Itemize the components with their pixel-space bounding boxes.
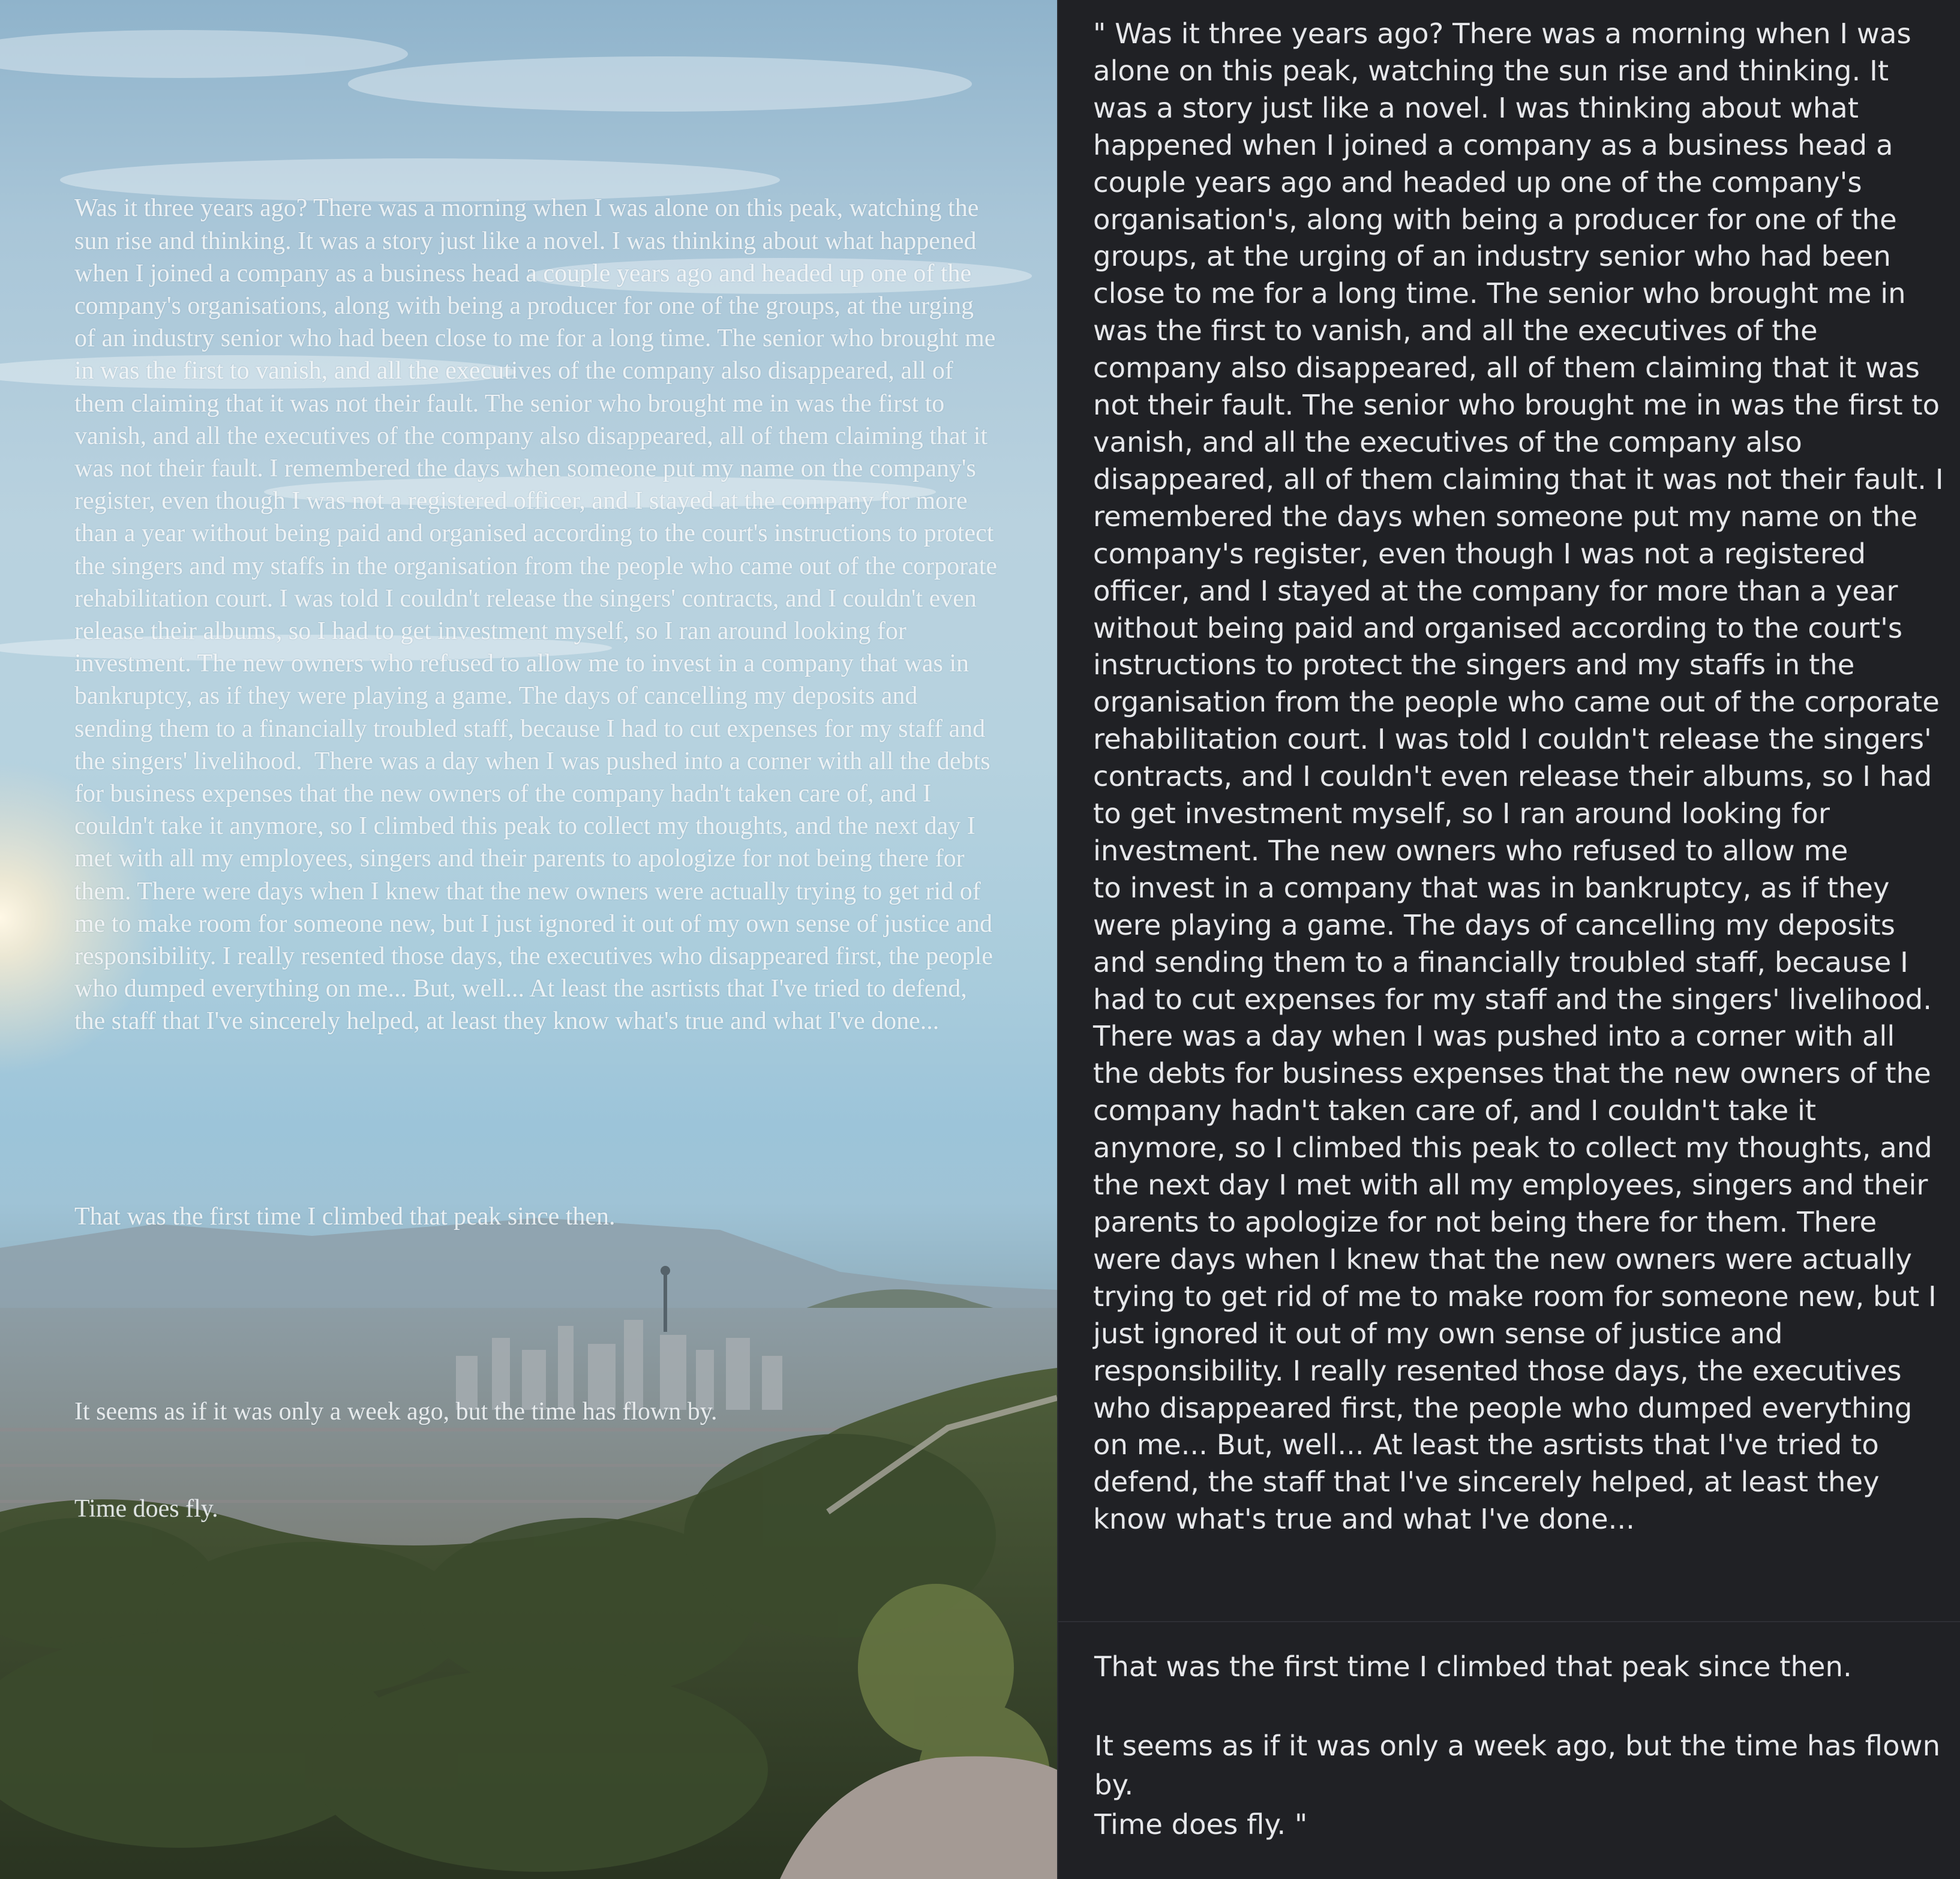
story-overlay-text <box>74 127 1004 1590</box>
transcript-body-text[interactable]: " Was it three years ago? There was a morning when I was alone on this peak, watching the sun rise and thinking. It was a story just like a novel. I was thinking about what happened when I joined a company as a business head a couple years ago and headed up one of the company's organisation's, along with being a producer for one of the groups, at the urging of an industry senior who had been close to me for a long time. The senior who brought me in was the first to vanish, and all the executives of the company also disappeared, all of them claiming that it was not their fault. The senior who brought me in was the first to vanish, and all the executives of the company also disappeared, all of them claiming that it was not their fault. I remembered the days when someone put my name on the company's register, even though I was not a registered officer, and I stayed at the company for more than a year without being paid and organised according to the court's instructions to protect the singers and my staffs in the organisation from the people who came out of the corporate rehabilitation court. I was told I couldn't release the singers' contracts, and I couldn't even release their albums, so I had to get investment myself, so I ran around looking for investment. The new owners who refused to allow me to invest in a company that was in bankruptcy, as if they were playing a game. The days of cancelling my deposits and sending them to a financially troubled staff, because I had to cut expenses for my staff and the singers' livelihood. There was a day when I was pushed into a corner with all the debts for business expenses that the new owners of the company hadn't taken care of, and I couldn't take it anymore, so I climbed this peak to collect my thoughts, and the next day I met with all my employees, singers and their parents to apologize for not being there for them. There were days when I knew that the new owners were actually trying to get rid of me to make room for someone new, but I just ignored it out of my own sense of justice and responsibility. I really resented those days, the executives who disappeared first, the people who dumped everything on me... But, well... At least the asrtists that I've tried to defend, the staff that I've sincerely helped, at least they know what's true and what I've done... <box>1093 17 1944 1536</box>
transcript-divider <box>1058 1621 1960 1622</box>
transcript-panel <box>1057 0 1960 1879</box>
story-paragraph-3-line-1: It seems as if it was only a week ago, but the time has flown by. <box>74 1397 718 1425</box>
story-paragraph-2: That was the first time I climbed that peak since then. <box>74 1202 616 1230</box>
transcript-closing-line-1: That was the first time I climbed that peak since then. <box>1094 1650 1852 1683</box>
transcript-closing-text[interactable] <box>1094 1647 1949 1844</box>
transcript-closing-line-2: It seems as if it was only a week ago, but the time has flown by. <box>1094 1729 1949 1801</box>
story-paragraph-3-line-2: Time does fly. <box>74 1495 218 1523</box>
story-paragraph-1: Was it three years ago? There was a morning when I was alone on this peak, watching the sun rise and thinking. It was a story just like a novel. I was thinking about what happened when I joined a company as a business head a couple years ago and headed up one of the company's organisations, along with being a producer for one of the groups, at the urging of an industry senior who had been close to me for a long time. The senior who brought me in was the first to vanish, and all the executives of the company also disappeared, all of them claiming that it was not their fault. The senior who brought me in was the first to vanish, and all the executives of the company also disappeared, all of them claiming that it was not their fault. I remembered the days when someone put my name on the company's register, even though I was not a registered officer, and I stayed at the company for more than a year without being paid and organised according to the court's instructions to protect the singers and my staffs in the organisation from the people who came out of the corporate rehabilitation court. I was told I couldn't release the singers' contracts, and I couldn't even release their albums, so I had to get investment myself, so I ran around looking for investment. The new owners who refused to allow me to invest in a company that was in bankruptcy, as if they were playing a game. The days of cancelling my deposits and sending them to a financially troubled staff, because I had to cut expenses for my staff and the singers' livelihood. There was a day when I was pushed into a corner with all the debts for business expenses that the new owners of the company hadn't taken care of, and I couldn't take it anymore, so I climbed this peak to collect my thoughts, and the next day I met with all my employees, singers and their parents to apologize for not being there for them. There were days when I knew that the new owners were actually trying to get rid of me to make room for someone new, but I just ignored it out of my own sense of justice and responsibility. I really resented those days, the executives who disappeared first, the people who dumped everything on me... But, well... At least the asrtists that I've tried to defend, the staff that I've sincerely helped, at least they know what's true and what I've done... <box>74 194 1004 1035</box>
transcript-closing-line-3: Time does fly. " <box>1094 1808 1308 1841</box>
